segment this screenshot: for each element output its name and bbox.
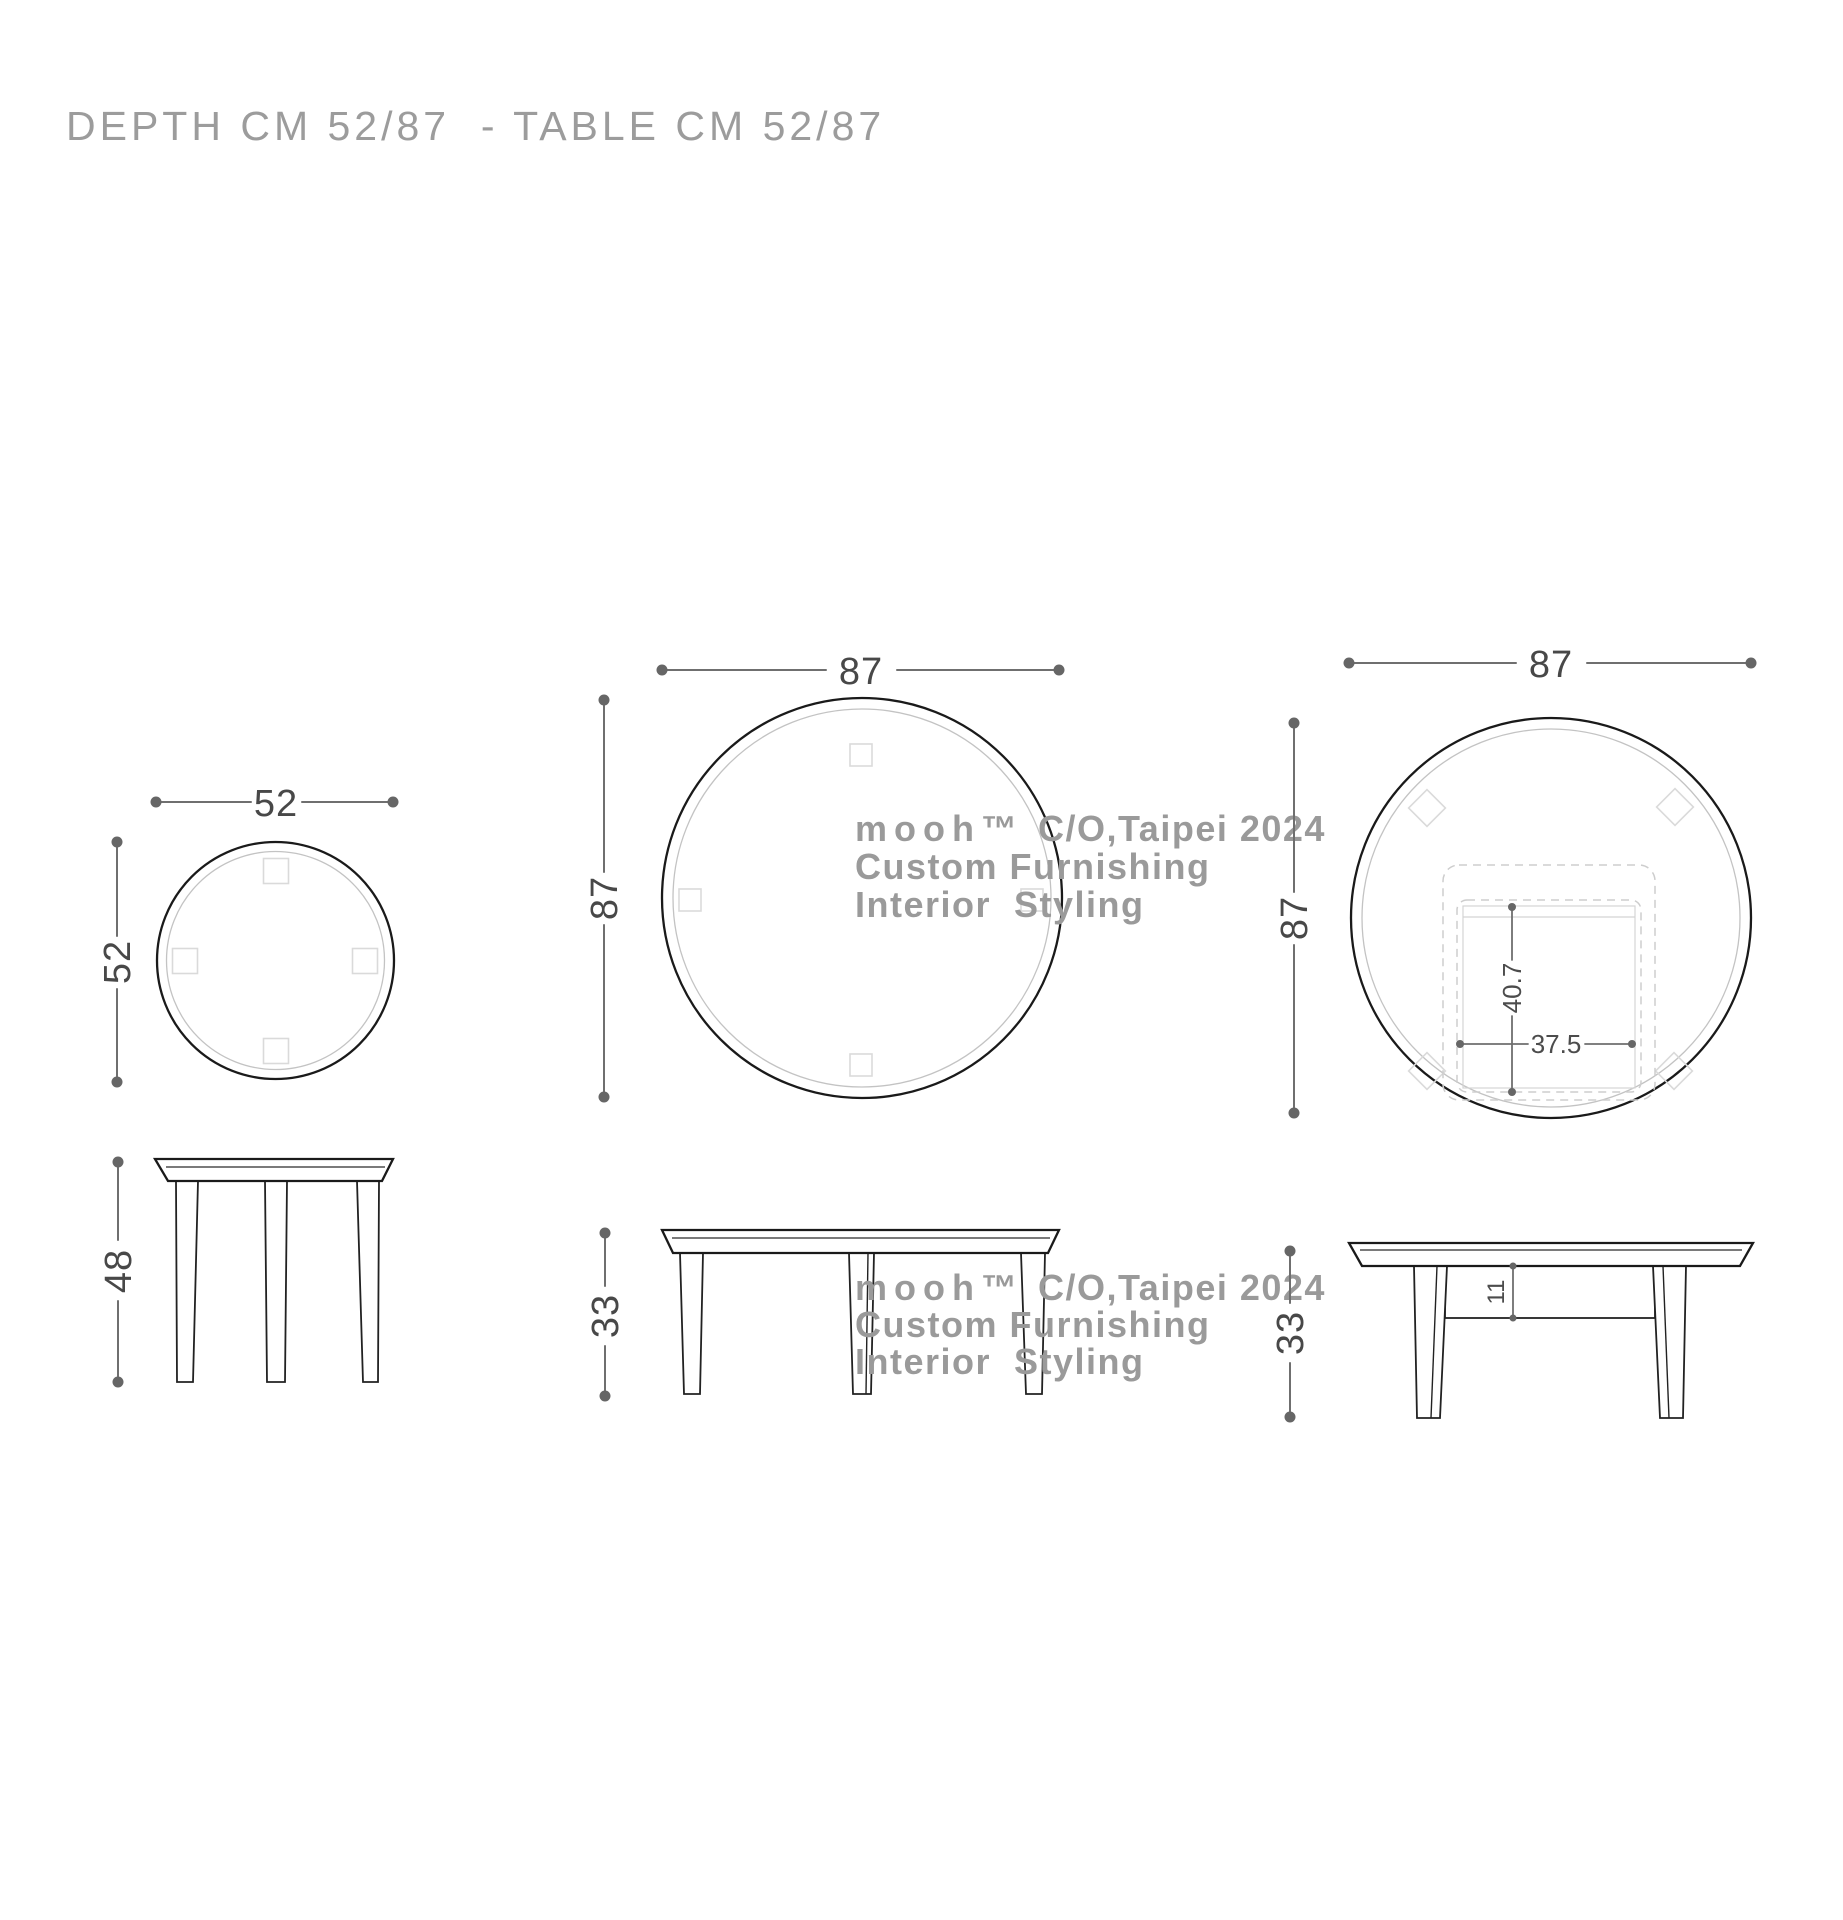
dimension-endpoint-dot	[657, 665, 668, 676]
leg-marker	[679, 889, 701, 911]
depth-dimension	[97, 837, 139, 1088]
watermark-line1	[855, 1267, 1326, 1308]
large-table-top-underside-view	[1274, 644, 1757, 1119]
nested-table-top-edge	[1463, 906, 1635, 1088]
small-table-side-view	[98, 1157, 393, 1388]
dimension-endpoint-dot	[1508, 1088, 1516, 1096]
nest-depth-dimension	[1497, 903, 1527, 1096]
height-dimension	[585, 1228, 627, 1402]
width-dimension-label: 87	[838, 651, 884, 693]
leg-marker-diamond	[1657, 789, 1694, 826]
table-top-profile	[155, 1159, 393, 1181]
dimension-endpoint-dot	[112, 1077, 123, 1088]
large-table-top-view	[584, 651, 1326, 1103]
dimension-endpoint-dot	[1746, 658, 1757, 669]
dimension-endpoint-dot	[388, 797, 399, 808]
dimension-endpoint-dot	[1285, 1246, 1296, 1257]
depth-dimension-label: 87	[584, 875, 626, 921]
table-top-profile	[662, 1230, 1059, 1253]
width-dimension	[657, 651, 1065, 693]
dimension-endpoint-dot	[1510, 1315, 1517, 1322]
table-leg	[1414, 1266, 1447, 1418]
nest-width-dimension	[1456, 1029, 1636, 1059]
leg-marker	[353, 949, 378, 974]
depth-dimension-label: 87	[1274, 895, 1316, 941]
width-dimension-label: 87	[1528, 644, 1574, 686]
watermark-tagline: C/O,Taipei 2024	[1037, 808, 1326, 849]
dimension-endpoint-dot	[1508, 903, 1516, 911]
dimension-endpoint-dot	[1628, 1040, 1636, 1048]
dimension-endpoint-dot	[112, 837, 123, 848]
dimension-endpoint-dot	[599, 695, 610, 706]
watermark-line3: Interior Styling	[855, 1341, 1145, 1382]
leg-marker	[850, 744, 872, 766]
dimension-endpoint-dot	[1289, 718, 1300, 729]
dimension-endpoint-dot	[1510, 1263, 1517, 1270]
watermark-tagline: C/O,Taipei 2024	[1037, 1267, 1326, 1308]
width-dimension-label: 52	[253, 783, 299, 825]
watermark	[855, 1267, 1326, 1382]
watermark-line3: Interior Styling	[855, 884, 1145, 925]
watermark-brand: mooh™	[855, 1267, 1024, 1308]
table-leg	[176, 1181, 198, 1382]
large-table-back-side-view	[1270, 1243, 1753, 1423]
nest-depth-dimension-label: 40.7	[1497, 962, 1527, 1014]
table-top-outline	[157, 842, 394, 1079]
dimension-endpoint-dot	[1285, 1412, 1296, 1423]
depth-dimension	[584, 695, 626, 1103]
dimension-endpoint-dot	[1054, 665, 1065, 676]
height-dimension-label: 33	[1270, 1310, 1312, 1356]
apron-panel	[1445, 1266, 1655, 1318]
watermark-brand: mooh™	[855, 808, 1024, 849]
page-title: DEPTH CM 52/87 - TABLE CM 52/87	[66, 103, 886, 149]
table-top-profile	[1349, 1243, 1753, 1266]
leg-marker	[264, 859, 289, 884]
height-dimension-label: 33	[585, 1293, 627, 1339]
dimension-endpoint-dot	[151, 797, 162, 808]
leg-marker	[173, 949, 198, 974]
dimension-endpoint-dot	[113, 1377, 124, 1388]
dimension-endpoint-dot	[600, 1391, 611, 1402]
watermark-line2: Custom Furnishing	[855, 846, 1211, 887]
table-leg	[265, 1181, 287, 1382]
table-leg	[680, 1253, 703, 1394]
watermark-line2: Custom Furnishing	[855, 1304, 1211, 1345]
height-dimension	[98, 1157, 140, 1388]
nested-table-hidden-inner	[1457, 900, 1641, 1092]
leg-marker	[264, 1039, 289, 1064]
leg-marker	[850, 1054, 872, 1076]
width-dimension	[151, 783, 399, 825]
small-table-top-view	[97, 783, 399, 1088]
watermark-line1	[855, 808, 1326, 849]
depth-dimension-label: 52	[97, 939, 139, 985]
width-dimension	[1344, 644, 1757, 686]
apron-height-dimension-label: 11	[1483, 1279, 1510, 1305]
dimension-endpoint-dot	[600, 1228, 611, 1239]
watermark	[855, 808, 1326, 925]
large-table-side-view	[585, 1228, 1326, 1402]
height-dimension-label: 48	[98, 1248, 140, 1294]
depth-dimension	[1274, 718, 1316, 1119]
nest-width-dimension-label: 37.5	[1530, 1029, 1582, 1059]
dimension-endpoint-dot	[1344, 658, 1355, 669]
table-leg	[1653, 1266, 1686, 1418]
leg-marker-diamond	[1409, 790, 1446, 827]
dimension-endpoint-dot	[113, 1157, 124, 1168]
table-leg	[357, 1181, 379, 1382]
dimension-endpoint-dot	[599, 1092, 610, 1103]
dimension-endpoint-dot	[1456, 1040, 1464, 1048]
dimension-endpoint-dot	[1289, 1108, 1300, 1119]
